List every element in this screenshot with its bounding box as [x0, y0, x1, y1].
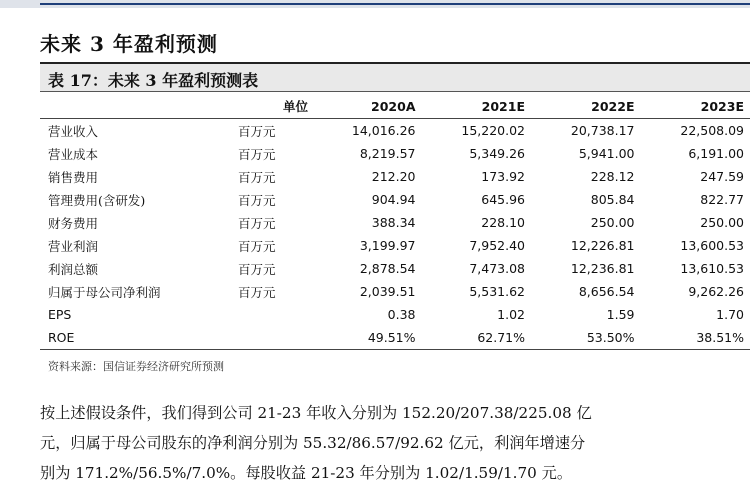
header-cell-blank	[40, 94, 238, 119]
row-value: 0.38	[387, 307, 416, 322]
row-value: 8,656.54	[578, 284, 635, 299]
row-value: 822.77	[700, 192, 744, 207]
row-value: 247.59	[700, 169, 744, 184]
paragraph-line: 别为 171.2%/56.5%/7.0%。每股收益 21-23 年分别为 1.02/1.59/1.70 元。	[40, 464, 573, 482]
row-value: 2,039.51	[359, 284, 416, 299]
table-row	[40, 211, 750, 234]
row-value: 1.70	[716, 307, 744, 322]
row-value: 645.96	[481, 192, 525, 207]
row-value: 38.51%	[641, 326, 750, 350]
header-cell-2023e: 2023E	[641, 94, 750, 119]
table-title: 表 17：未来 3 年盈利预测表	[48, 71, 259, 90]
row-unit	[238, 303, 312, 326]
header-rule	[0, 0, 750, 8]
row-label: EPS	[48, 307, 72, 322]
row-unit	[238, 326, 312, 350]
row-label: 管理费用(含研发)	[48, 192, 146, 208]
section-title: 未来 3 年盈利预测	[40, 32, 218, 56]
table-row	[40, 303, 750, 326]
row-value: 53.50%	[531, 326, 641, 350]
header-cell-2021e: 2021E	[422, 94, 532, 119]
table-title-bar	[40, 62, 750, 92]
table-row	[40, 165, 750, 188]
row-label: 利润总额	[48, 261, 99, 277]
row-label: 营业收入	[48, 123, 99, 139]
table-header-row	[40, 94, 750, 119]
row-value: 20,738.17	[570, 123, 635, 138]
row-unit: 百万元	[238, 284, 276, 300]
forecast-table-wrap	[40, 94, 750, 350]
row-value: 228.10	[481, 215, 525, 230]
source-note: 资料来源：国信证券经济研究所预测	[48, 360, 224, 373]
row-value: 8,219.57	[359, 146, 416, 161]
row-value: 12,226.81	[570, 238, 635, 253]
body-paragraph	[40, 398, 746, 488]
row-label: 销售费用	[48, 169, 99, 185]
row-value: 250.00	[700, 215, 744, 230]
row-unit: 百万元	[238, 261, 276, 277]
row-unit: 百万元	[238, 169, 276, 185]
row-label: 营业成本	[48, 146, 99, 162]
row-unit: 百万元	[238, 215, 276, 231]
header-rule-accent	[40, 3, 750, 5]
row-value: 12,236.81	[570, 261, 635, 276]
row-unit: 百万元	[238, 123, 276, 139]
row-label: ROE	[40, 326, 238, 350]
row-value: 1.02	[497, 307, 525, 322]
table-row	[40, 257, 750, 280]
row-value: 904.94	[371, 192, 416, 207]
header-cell-unit: 单位	[238, 94, 312, 119]
row-value: 250.00	[590, 215, 635, 230]
row-value: 5,941.00	[578, 146, 635, 161]
table-row	[40, 326, 750, 350]
row-value: 1.59	[606, 307, 635, 322]
row-value: 212.20	[371, 169, 416, 184]
row-value: 2,878.54	[359, 261, 416, 276]
paragraph-line: 元，归属于母公司股东的净利润分别为 55.32/86.57/92.62 亿元，利润年增速分	[40, 434, 586, 452]
row-label: 财务费用	[48, 215, 99, 231]
row-value: 15,220.02	[461, 123, 525, 138]
row-unit: 百万元	[238, 192, 276, 208]
forecast-table	[40, 94, 750, 350]
row-value: 3,199.97	[359, 238, 416, 253]
row-value: 173.92	[481, 169, 525, 184]
row-value: 13,600.53	[680, 238, 744, 253]
header-cell-2022e: 2022E	[531, 94, 641, 119]
row-value: 388.34	[371, 215, 416, 230]
row-value: 14,016.26	[351, 123, 416, 138]
row-unit: 百万元	[238, 146, 276, 162]
table-row	[40, 234, 750, 257]
table-row	[40, 119, 750, 143]
row-label: 归属于母公司净利润	[48, 284, 161, 300]
row-value: 49.51%	[312, 326, 422, 350]
row-value: 62.71%	[422, 326, 532, 350]
row-value: 228.12	[590, 169, 635, 184]
row-unit: 百万元	[238, 238, 276, 254]
table-row	[40, 280, 750, 303]
row-value: 5,349.26	[469, 146, 525, 161]
row-label: 营业利润	[48, 238, 99, 254]
row-value: 22,508.09	[680, 123, 744, 138]
row-value: 5,531.62	[469, 284, 525, 299]
row-value: 7,952.40	[469, 238, 525, 253]
table-row	[40, 188, 750, 211]
paragraph-line: 按上述假设条件，我们得到公司 21-23 年收入分别为 152.20/207.38/225.08 亿	[40, 404, 592, 422]
header-cell-2020a: 2020A	[312, 94, 422, 119]
row-value: 7,473.08	[469, 261, 525, 276]
row-value: 6,191.00	[688, 146, 744, 161]
row-value: 9,262.26	[688, 284, 744, 299]
row-value: 13,610.53	[680, 261, 744, 276]
table-row	[40, 142, 750, 165]
row-value: 805.84	[590, 192, 635, 207]
